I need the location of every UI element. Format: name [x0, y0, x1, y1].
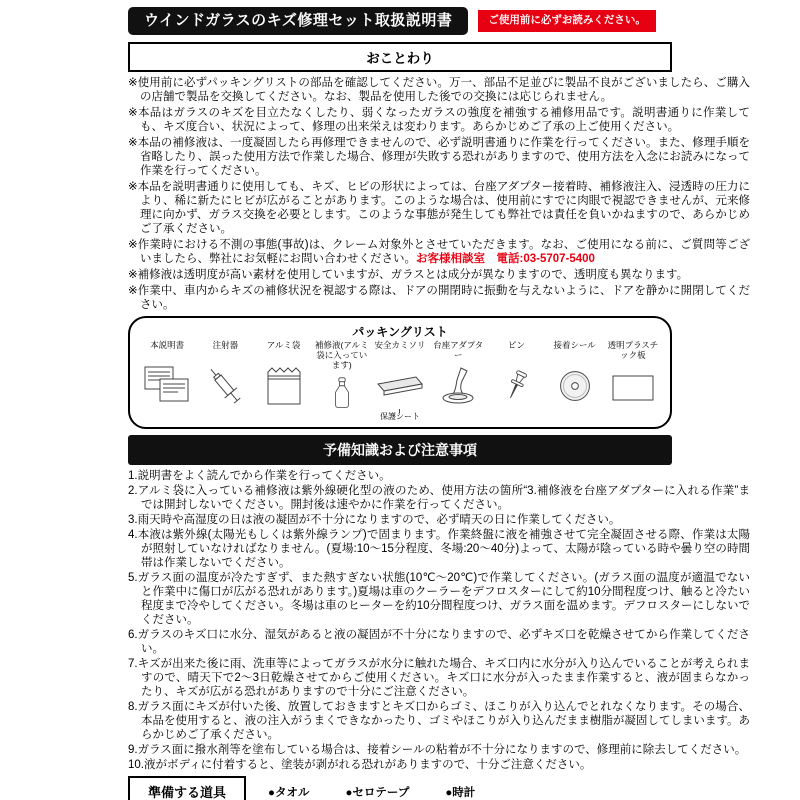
okotowari-heading: おことわり — [128, 42, 672, 72]
notice-item — [128, 238, 750, 266]
caution-item: 9.ガラス面に撥水剤等を塗布している場合は、接着シールの粘着が不十分になりますので、修理前に除去してください。 — [128, 744, 747, 756]
packing-item-aluminum-bag — [254, 341, 312, 409]
plastic-plate-icon — [608, 363, 658, 409]
repair-liquid-bottle-icon — [322, 370, 362, 416]
caution-item: 3.雨天時や高湿度の日は液の凝固が不十分になりますので、必ず晴天の日に作業してください。 — [128, 514, 621, 526]
tools-section — [128, 776, 750, 800]
packing-item-syringe — [196, 341, 254, 409]
notice-item: ※補修液は透明度が高い素材を使用していますが、ガラスとは成分が異なりますので、透明度も異なります。 — [128, 269, 689, 281]
header — [128, 7, 750, 35]
caution-item: 7.キズが出来た後に雨、洗車等によってガラスが水分に触れた場合、キズ口内に水分が入り込んでいることが考えられますので、晴天下で2〜3日乾燥させてからご使用ください。キズ口に水分が入ったまま作業すると、液が固まらなかったり、キズが広がる恐れがありますので十分にご注意ください。 — [128, 658, 750, 698]
caution-item: 6.ガラスのキズ口に水分、湿気があると液の凝固が不十分になりますので、必ずキズ口を乾燥させてから作業してください。 — [128, 629, 750, 655]
tool-item-clock: ●時計 — [445, 786, 476, 799]
manual-icon — [142, 363, 192, 409]
packing-item-adhesive-seal — [546, 341, 604, 409]
packing-item-label: 補修液(アルミ袋に入っています) — [315, 340, 369, 370]
customer-support-phone: お客様相談室 電話:03-5707-5400 — [416, 253, 595, 265]
packing-item-base-adapter — [429, 341, 487, 409]
caution-heading: 予備知識および注意事項 — [128, 435, 672, 465]
packing-item-label: 注射器 — [212, 340, 239, 350]
safety-razor-icon — [373, 363, 427, 409]
tool-item-cellotape: ●セロテープ — [345, 786, 410, 799]
packing-item-label: 接着シール — [553, 340, 596, 350]
manual-content — [128, 7, 750, 800]
packing-item-label: ピン — [507, 340, 525, 350]
okotowari-list — [128, 76, 750, 312]
packing-item-plastic-plate — [604, 341, 662, 409]
tools-heading: 準備する道具 — [128, 776, 246, 800]
protective-sheet-label: 保護シート — [379, 412, 420, 421]
caution-item: 1.説明書をよく読んでから作業を行ってください。 — [128, 470, 391, 482]
caution-item: 5.ガラス面の温度が冷たすぎず、また熱すぎない状態(10℃〜20℃)で作業してください。(ガラス面の温度が適温でないと作業中に傷口が広がる恐れがあります。)夏場は車のクーラーをデフロスターにして約10分間程度つけ、触ると冷たい程度まで冷やしてください。冬場は車のヒーターを約10分間程度つけ、ガラス面を温めます。デフロスターにしないでください。 — [128, 572, 750, 626]
packing-item-label: 安全カミソリ — [374, 340, 426, 350]
adhesive-seal-icon — [551, 363, 599, 409]
packing-list-box — [128, 316, 672, 429]
caution-list — [128, 469, 750, 772]
packing-item-manual — [138, 341, 196, 409]
packing-list-title: パッキングリスト — [352, 325, 448, 339]
tools-items — [268, 784, 475, 800]
tool-item-towel: ●タオル — [268, 786, 310, 799]
notice-item: ※使用前に必ずパッキングリストの部品を確認してください。万一、部品不足並びに製品不良がございましたら、ご購入の店舗で製品を交換してください。なお、製品を使用した後での交換には応じられません。 — [128, 77, 750, 103]
base-adapter-icon — [433, 363, 483, 409]
caution-item: 10.液がボディに付着すると、塗装が剥がれる恐れがありますので、十分ご注意ください。 — [128, 759, 592, 771]
notice-item: ※本品はガラスのキズを目立たなくしたり、弱くなったガラスの強度を補強する補修用品です。説明書通りに作業しても、キズ度合い、状況によって、修理の出来栄えは変わります。あらかじめご了承の上ご使用ください。 — [128, 107, 750, 133]
caution-item: 2.アルミ袋に入っている補修液は紫外線硬化型の液のため、使用方法の箇所“3.補修液を台座アダプターに入れる作業”までは開封しないでください。開封後は速やかに作業を行ってください。 — [128, 485, 750, 511]
packing-item-safety-razor — [371, 341, 429, 421]
read-before-use-badge: ご使用前に必ずお読みください。 — [478, 10, 656, 32]
notice-item: ※本品の補修液は、一度凝固したら再修理できませんので、必ず説明書通りに作業を行ってください。また、修理手順を省略したり、誤った使用方法で作業した場合、修理が失敗する恐れがありますので、使用方法を入念にお読みになって作業を行ってください。 — [128, 137, 750, 177]
packing-item-pin — [487, 341, 545, 409]
caution-item: 8.ガラス面にキズが付いた後、放置しておきますとキズ口からゴミ、ほこりが入り込んでとれなくなります。その場合、本品を使用すると、液の注入がうまくできなかったり、ゴミやほこりが入り込んだまま樹脂が凝固してしまいます。あらかじめご了承ください。 — [128, 701, 750, 741]
packing-item-label: アルミ袋 — [266, 340, 301, 350]
notice-item: ※作業中、車内からキズの補修状況を視認する際は、ドアの開閉時に振動を与えないように、ドアを静かに開閉してください。 — [128, 285, 750, 311]
packing-item-label: 本説明書 — [150, 340, 185, 350]
aluminum-bag-icon — [259, 363, 309, 409]
packing-item-repair-liquid — [313, 341, 371, 416]
packing-item-label: 台座アダプター — [433, 340, 484, 360]
page-title: ウインドガラスのキズ修理セット取扱説明書 — [128, 7, 468, 35]
pin-icon — [494, 363, 538, 409]
packing-items — [138, 341, 662, 421]
notice-item: ※本品を説明書通りに使用しても、キズ、ヒビの形状によっては、台座アダプター接着時、補修液注入、浸透時の圧力により、稀に新たにヒビが広がることがあります。このような場合は、使用前にすでに肉眼で視認できませんが、元来修理に向かず、ガラス交換を必要とします。このような事態が発生しても弊社では責任を負いかねますので、あらかじめご了承ください。 — [128, 181, 750, 235]
packing-item-label: 透明プラスチック板 — [607, 340, 659, 360]
notice-text: ※作業時における不測の事態(事故)は、クレーム対象外とさせていただきます。なお、ご使用になる前に、ご質問等ございましたら、弊社にお気軽にお問い合わせください。 — [128, 239, 750, 265]
caution-item: 4.本液は紫外線(太陽光もしくは紫外線ランプ)で固まります。作業終盤に液を補強させて完全凝固させる際、作業は太陽が照射していなければなりません。(夏場:10〜15分程度、冬場:20〜40分)よって、太陽が陰っている時や曇り空の時間帯は作業しないでください。 — [128, 529, 750, 569]
syringe-icon — [200, 363, 250, 409]
